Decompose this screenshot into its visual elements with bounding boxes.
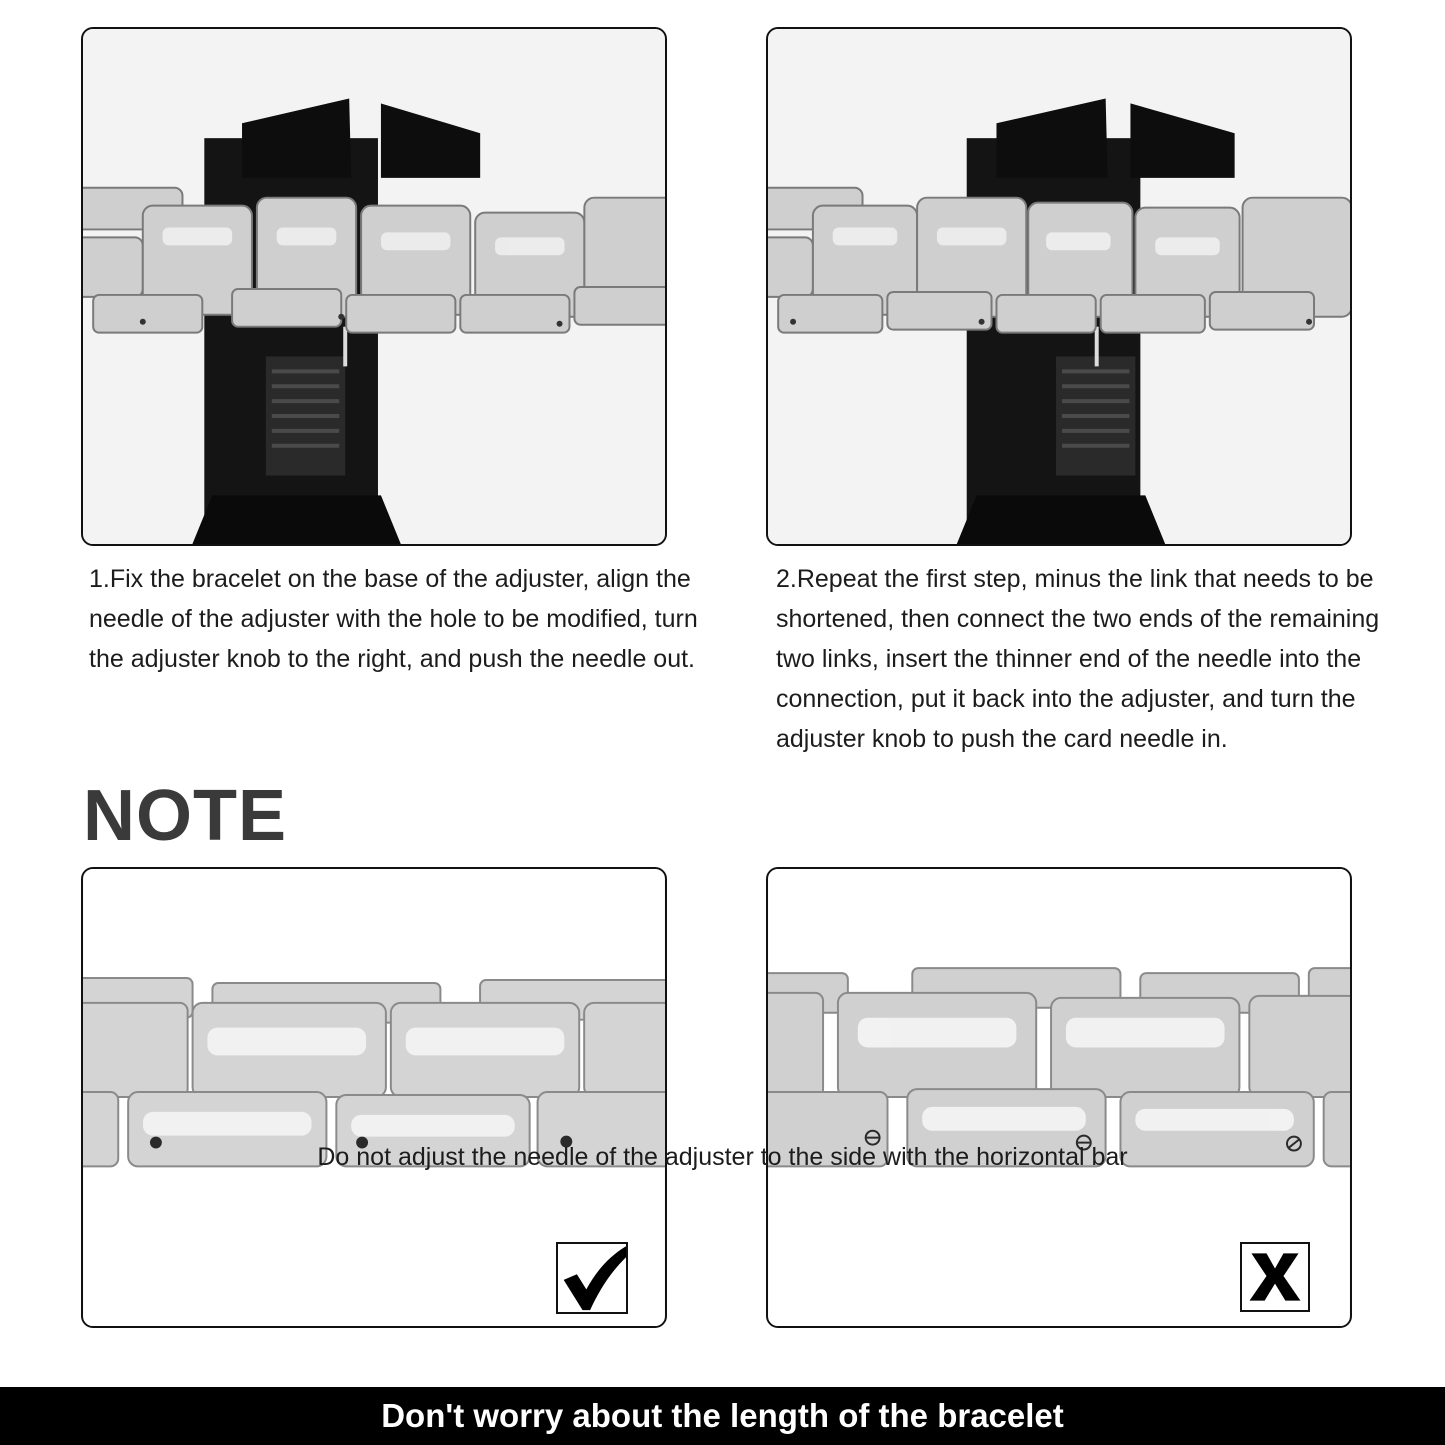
footer-banner: Don't worry about the length of the bracelet bbox=[0, 1387, 1445, 1445]
adjuster-tool-illustration bbox=[768, 29, 1350, 544]
incorrect-orientation-photo bbox=[766, 867, 1352, 1328]
check-mark-icon bbox=[558, 1244, 626, 1312]
correct-orientation-photo bbox=[81, 867, 667, 1328]
step1-photo bbox=[81, 27, 667, 546]
step2-instructions: 2.Repeat the first step, minus the link that needs to be shortened, then connect the two ends of the remaining two links, insert the thinner end of the needle into the connection, put it back into the adjuster, and turn the adjuster knob to push the card needle in. bbox=[776, 565, 1380, 753]
step2-photo bbox=[766, 27, 1352, 546]
note-heading: NOTE bbox=[83, 776, 288, 856]
step1-instructions: 1.Fix the bracelet on the base of the adjuster, align the needle of the adjuster with the hole to be modified, turn the adjuster knob to the right, and push the needle out. bbox=[89, 565, 698, 673]
adjuster-tool-illustration bbox=[83, 29, 665, 544]
incorrect-mark-box bbox=[1240, 1242, 1310, 1312]
orientation-caption: Do not adjust the needle of the adjuster to the side with the horizontal bar bbox=[317, 1143, 1128, 1171]
x-mark-icon bbox=[1242, 1244, 1308, 1310]
correct-mark-box bbox=[556, 1242, 628, 1314]
